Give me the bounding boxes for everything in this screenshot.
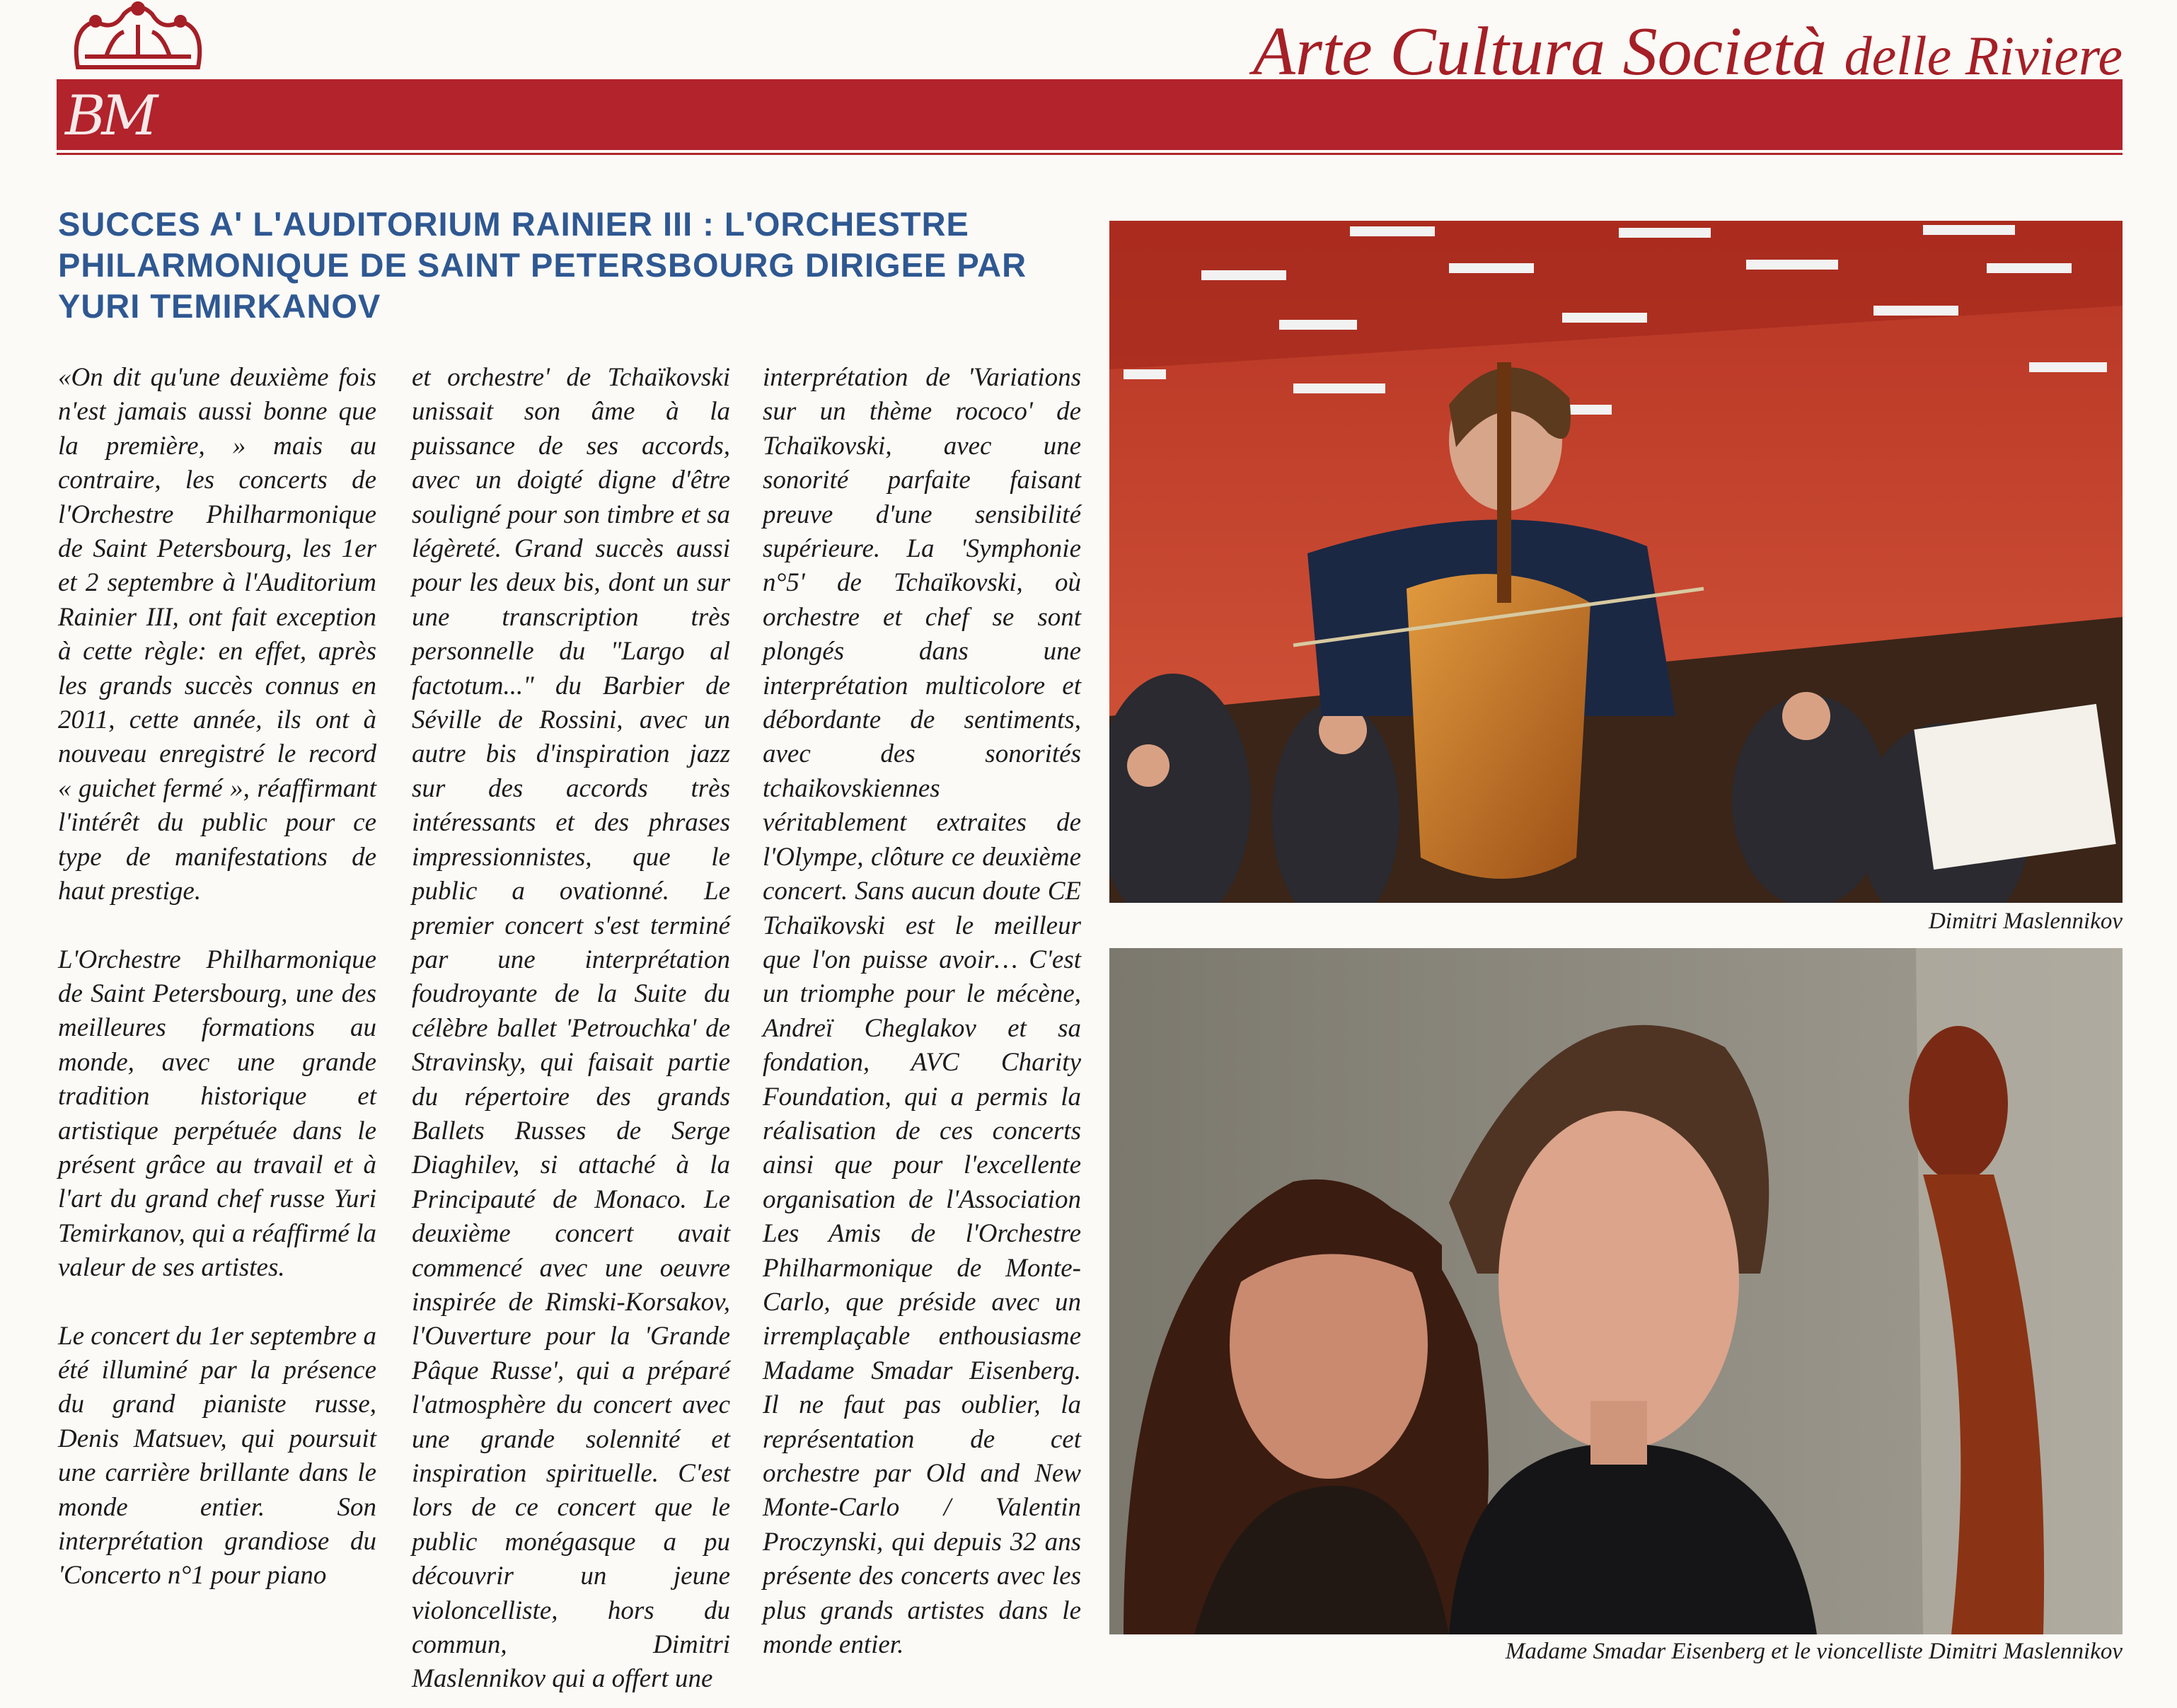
publication-title-tail: delle Riviere [1844,25,2123,86]
crown-icon [57,0,219,78]
publication-title-main: Arte Cultura Società [1252,13,1827,90]
paragraph: L'Orchestre Philharmonique de Saint Petersbourg, une des meilleures formations au monde, avec une grande tradition historique et artistique perpétuée dans le présent grâce au travail et à l'art du grand chef russe Yuri Temirkanov, qui a réaffirmé la valeur de ses artistes. [58,945,376,1283]
photo-caption: Madame Smadar Eisenberg et le vioncelliste Dimitri Maslennikov [1505,1639,2123,1664]
logo-monogram: BM [65,84,154,148]
header-rule [57,153,2123,155]
article-title: SUCCES A' L'AUDITORIUM RAINIER III : L'ORCHESTRE PHILARMONIQUE DE SAINT PETERSBOURG DIRIGEE PAR YURI TEMIRKANOV [58,205,1027,325]
article-column-1 [58,361,376,1593]
masthead-header [0,0,2177,170]
article-column-2 [412,361,730,1697]
photo-cellist-on-stage [1109,221,2123,903]
cellist-photo-illustration [1109,221,2123,903]
paragraph: Le concert du 1er septembre a été illuminé par la présence du grand pianiste russe, Denis Matsuev, qui poursuit une carrière brillante dans le monde entier. Son interprétation grandiose du 'Concerto n°1 pour piano [58,1321,376,1591]
article-column-3 [763,361,1081,1662]
paragraph: interprétation de 'Variations sur un thème rococo' de Tchaïkovski, avec une sonorité parfaite faisant preuve d'une sensibilité supérieure. La 'Symphonie n°5' de Tchaïkovski, où orchestre et chef se sont plongés dans une interprétation multicolore et débordante de sentiments, avec des sonorités tchaikovskiennes véritablement extraites de l'Olympe, clôture ce deuxième concert. Sans aucun doute CE Tchaïkovski est le meilleur que l'on puisse avoir… C'est un triomphe pour le mécène, Andreï Cheglakov et sa fondation, AVC Charity Foundation, qui a permis la réalisation de ces concerts ainsi que pour l'excellente organisation de l'Association Les Amis de l'Orchestre Philharmonique de Monte-Carlo, que préside avec un irremplaçable enthousiasme Madame Smadar Eisenberg. Il ne faut pas oublier, la représentation de cet orchestre par Old and New Monte-Carlo / Valentin Proczynski, qui depuis 32 ans présente des concerts avec les plus grands artistes dans le monde entier. [763,363,1081,1660]
photo-caption: Dimitri Maslennikov [1928,908,2123,934]
paragraph: et orchestre' de Tchaïkovski unissait son âme à la puissance de ses accords, avec un doigté digne d'être souligné pour son timbre et sa légèreté. Grand succès aussi pour les deux bis, dont un sur une transcription très personnelle du "Largo al factotum..." du Barbier de Séville de Rossini, avec un autre bis d'inspiration jazz sur des accords très intéressants et des phrases impressionnistes, que le public a ovationné. Le premier concert s'est terminé par une interprétation foudroyante de la Suite du célèbre ballet 'Petrouchka' de Stravinsky, qui faisait partie du répertoire des grands Ballets Russes de Serge Diaghilev, si attaché à la Principauté de Monaco. Le deuxième concert avait commencé avec une oeuvre inspirée de Rimski-Korsakov, l'Ouverture pour la 'Grande Pâque Russe', qui a préparé l'atmosphère du concert avec une grande solennité et inspiration spirituelle. C'est lors de ce concert que le public monégasque a pu découvrir un jeune violoncelliste, hors du commun, Dimitri Maslennikov qui a offert une [412,363,730,1694]
photo-portrait [1109,948,2123,1634]
portrait-photo-illustration [1109,948,2123,1634]
paragraph: «On dit qu'une deuxième fois n'est jamais aussi bonne que la première, » mais au contraire, les concerts de l'Orchestre Philharmonique de Saint Petersbourg, les 1er et 2 septembre à l'Auditorium Rainier III, ont fait exception à cette règle: en effet, après les grands succès connus en 2011, cette année, ils ont à nouveau enregistré le record « guichet fermé », réaffirmant l'intérêt du public pour ce type de manifestations de haut prestige. [58,363,376,906]
publication-title [976,13,2123,91]
